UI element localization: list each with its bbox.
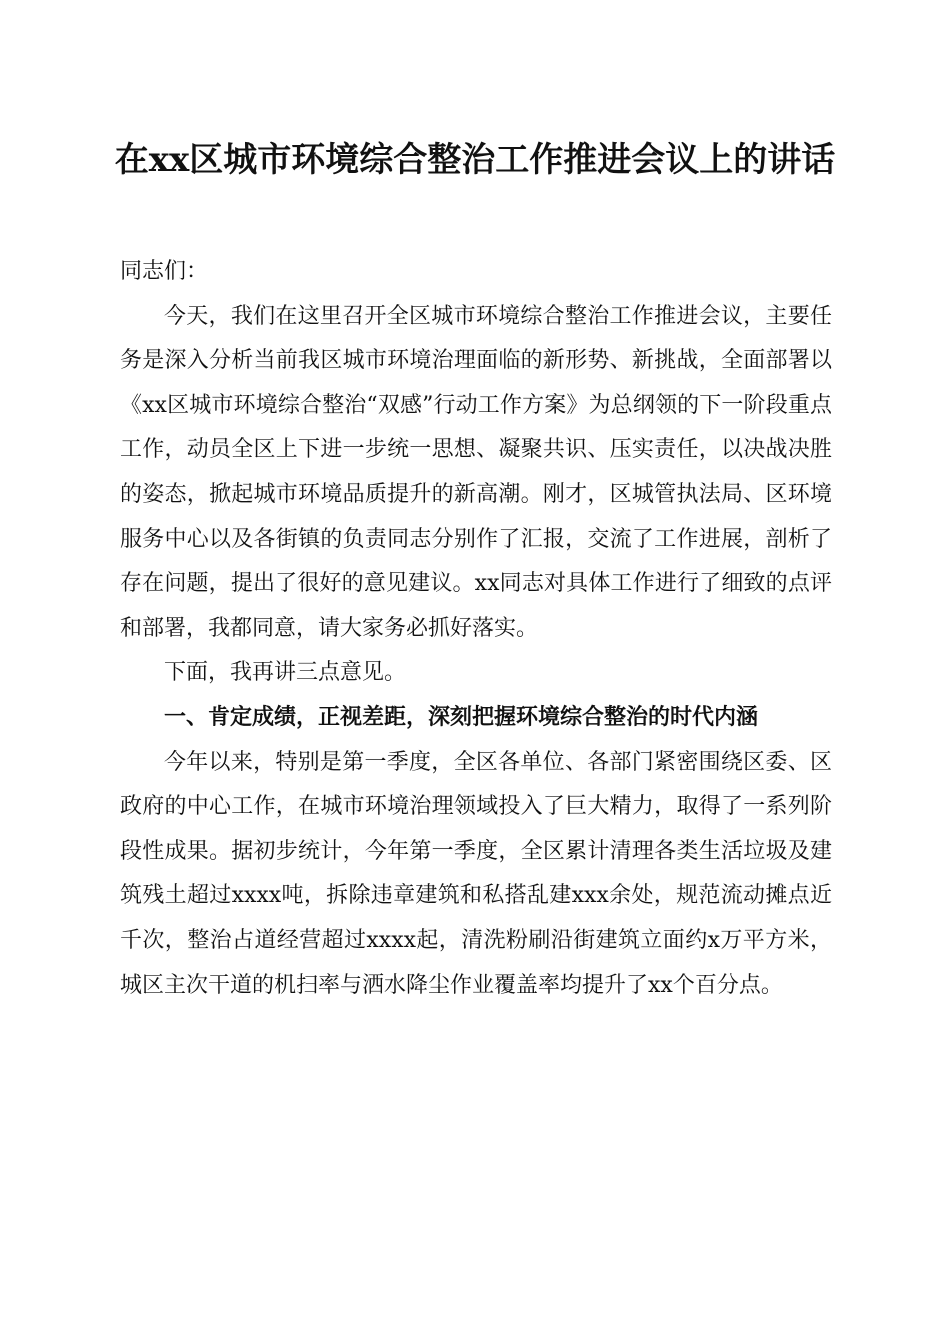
paragraph-opening: 今天，我们在这里召开全区城市环境综合整治工作推进会议，主要任务是深入分析当前我区城市环境治理面临的新形势、新挑战，全面部署以《xx区城市环境综合整治“双感”行动工作方案》为总纲领的下一阶段重点工作，动员全区上下进一步统一思想、凝聚共识、压实责任，以决战决胜的姿态，掀起城市环境品质提升的新高潮。刚才，区城管执法局、区环境服务中心以及各街镇的负责同志分别作了汇报，交流了工作进展，剖析了存在问题，提出了很好的意见建议。xx同志对具体工作进行了细致的点评和部署，我都同意，请大家务必抓好落实。 [120,303,832,641]
paragraph-transition: 下面，我再讲三点意见。 [164,660,407,686]
paragraph-achievements: 今年以来，特别是第一季度，全区各单位、各部门紧密围绕区委、区政府的中心工作，在城市环境治理领域投入了巨大精力，取得了一系列阶段性成果。据初步统计，今年第一季度，全区累计清理各类生活垃圾及建筑残土超过xxxx吨，拆除违章建筑和私搭乱建xxx余处，规范流动摊点近千次，整治占道经营超过xxxx起，清洗粉刷沿街建筑立面约x万平方米，城区主次干道的机扫率与洒水降尘作业覆盖率均提升了xx个百分点。 [120,749,832,998]
document-body [120,250,832,1008]
salutation: 同志们： [120,259,209,284]
section-heading-1: 一、肯定成绩，正视差距，深刻把握环境综合整治的时代内涵 [164,704,759,730]
document-title: 在xx区城市环境综合整治工作推进会议上的讲话 [114,140,836,180]
